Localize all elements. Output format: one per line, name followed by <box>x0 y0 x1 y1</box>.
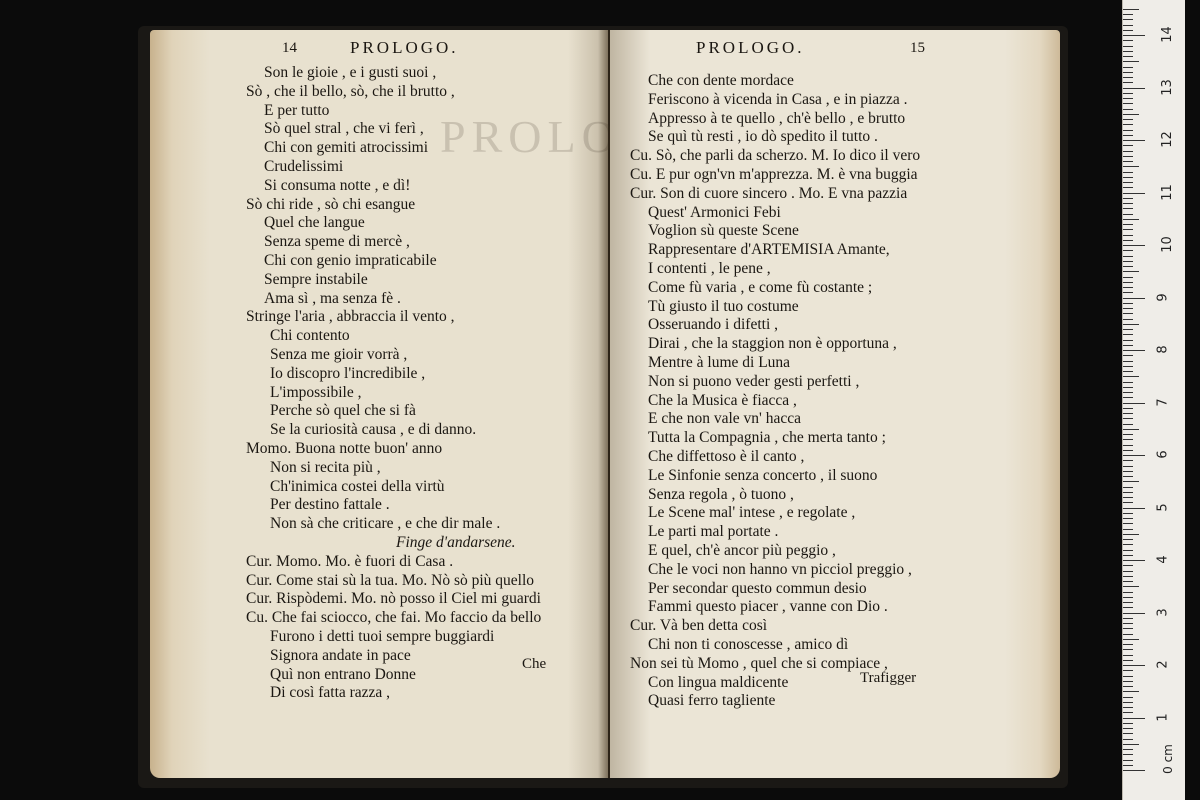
text-line: Se quì tù resti , io dò spedito il tutto . <box>648 128 878 146</box>
ruler-number: 3 <box>1155 607 1171 617</box>
ruler-tick <box>1123 712 1133 713</box>
text-line: Senza me gioir vorrà , <box>270 345 408 363</box>
ruler-tick <box>1123 613 1145 614</box>
ruler-tick <box>1123 649 1133 650</box>
text-line: Ama sì , ma senza fè . <box>264 289 401 307</box>
ruler-tick <box>1123 660 1133 661</box>
text-line: Le parti mal portate . <box>648 523 779 541</box>
text-line: Chi con genio impraticabile <box>264 251 437 269</box>
ruler-tick <box>1123 403 1145 404</box>
text-line: Senza speme di mercè , <box>264 233 410 251</box>
ruler-tick <box>1123 292 1133 293</box>
ruler-tick <box>1123 376 1139 377</box>
ruler-tick <box>1123 602 1133 603</box>
text-line: Per destino fattale . <box>270 496 390 514</box>
ruler-tick <box>1123 72 1133 73</box>
ruler-tick <box>1123 555 1133 556</box>
text-line: Chi con gemiti atrocissimi <box>264 139 429 157</box>
ruler-number: 1 <box>1155 712 1171 722</box>
ruler-tick <box>1123 618 1133 619</box>
ruler-tick <box>1123 508 1145 509</box>
ruler-tick <box>1123 124 1133 125</box>
ruler-tick <box>1123 56 1133 57</box>
ruler-tick <box>1123 450 1133 451</box>
text-line: Crudelissimi <box>264 157 344 175</box>
ruler-number: 4 <box>1155 555 1171 564</box>
text-line: Stringe l'aria , abbraccia il vento , <box>246 308 455 326</box>
ruler-tick <box>1123 224 1133 225</box>
text-line: Io discopro l'incredibile , <box>270 364 426 382</box>
right-page <box>610 30 1060 778</box>
ruler-tick <box>1123 145 1133 146</box>
measuring-ruler <box>1122 0 1185 800</box>
text-line: Quasi ferro tagliente <box>648 692 776 710</box>
ruler-tick <box>1123 30 1133 31</box>
text-line: Chi non ti conoscesse , amico dì <box>648 635 849 653</box>
text-line: Tutta la Compagnia , che merta tanto ; <box>648 429 886 447</box>
text-line: Senza regola , ò tuono , <box>648 485 794 503</box>
ruler-tick <box>1123 765 1133 766</box>
ruler-tick <box>1123 93 1133 94</box>
ruler-tick <box>1123 644 1133 645</box>
ruler-tick <box>1123 172 1133 173</box>
text-line: E per tutto <box>264 101 330 119</box>
ruler-tick <box>1123 313 1133 314</box>
ruler-tick <box>1123 214 1133 215</box>
ruler-tick <box>1123 382 1133 383</box>
text-line: Come fù varia , e come fù costante ; <box>648 278 873 296</box>
text-line: Voglion sù queste Scene <box>648 222 799 240</box>
text-line: Sò chi ride , sò chi esangue <box>246 195 416 213</box>
ruler-tick <box>1123 429 1139 430</box>
ruler-tick <box>1123 670 1133 671</box>
ruler-tick <box>1123 754 1133 755</box>
text-line: Che la Musica è fiacca , <box>648 391 797 409</box>
text-line: Per secondar questo commun desio <box>648 579 867 597</box>
ruler-number: 7 <box>1155 397 1171 407</box>
ruler-tick <box>1123 277 1133 278</box>
left-catchword: Che <box>522 656 547 672</box>
text-line: Finge d'andarsene. <box>396 533 516 551</box>
ruler-tick <box>1123 623 1133 624</box>
ruler-tick <box>1123 655 1133 656</box>
text-line: Quel che langue <box>264 214 365 232</box>
ruler-tick <box>1123 119 1133 120</box>
ruler-tick <box>1123 109 1133 110</box>
text-line: Cu. Sò, che parli da scherzo. M. Io dico il vero <box>630 147 921 165</box>
ruler-tick <box>1123 518 1133 519</box>
ruler-tick <box>1123 298 1145 299</box>
ruler-tick <box>1123 235 1133 236</box>
ruler-tick <box>1123 681 1133 682</box>
ruler-tick <box>1123 424 1133 425</box>
right-page-header: PROLOGO. <box>696 38 805 57</box>
text-line: Non si recita più , <box>270 458 381 476</box>
ruler-tick <box>1123 35 1145 36</box>
ruler-tick <box>1123 25 1133 26</box>
left-page <box>150 30 621 778</box>
ruler-tick <box>1123 266 1133 267</box>
ruler-tick <box>1123 271 1139 272</box>
text-line: Che con dente mordace <box>648 72 794 89</box>
ruler-tick <box>1123 98 1133 99</box>
ruler-number: 10 <box>1159 236 1175 253</box>
ruler-tick <box>1123 392 1133 393</box>
ruler-tick <box>1123 460 1133 461</box>
text-line: Cu. Che fai sciocco, che fai. Mo faccio da bello <box>246 609 542 627</box>
ruler-tick <box>1123 691 1139 692</box>
ruler-tick <box>1123 733 1133 734</box>
ruler-tick <box>1123 203 1133 204</box>
ruler-tick <box>1123 166 1139 167</box>
text-line: Appresso à te quello , ch'è bello , e brutto <box>648 109 906 127</box>
ruler-tick <box>1123 686 1133 687</box>
ruler-tick <box>1123 355 1133 356</box>
text-line: Che diffettoso è il canto , <box>648 447 805 465</box>
ruler-tick <box>1123 397 1133 398</box>
ruler-tick <box>1123 308 1133 309</box>
ruler-tick <box>1123 387 1133 388</box>
ruler-tick <box>1123 434 1133 435</box>
text-line: Fammi questo piacer , vanne con Dio . <box>648 598 888 616</box>
text-line: Cur. Và ben detta così <box>630 617 768 635</box>
ruler-tick <box>1123 502 1133 503</box>
ruler-tick <box>1123 14 1133 15</box>
text-line: Che le voci non hanno vn picciol preggio , <box>648 560 912 578</box>
ruler-tick <box>1123 130 1133 131</box>
text-line: Quest' Armonici Febi <box>648 203 781 221</box>
ruler-tick <box>1123 471 1133 472</box>
text-line: Feriscono à vicenda in Casa , e in piazza . <box>648 90 908 108</box>
ruler-tick <box>1123 140 1145 141</box>
ruler-tick <box>1123 250 1133 251</box>
ruler-tick <box>1123 628 1133 629</box>
ruler-tick <box>1123 329 1133 330</box>
ruler-tick <box>1123 492 1133 493</box>
ruler-tick <box>1123 697 1133 698</box>
ruler-tick <box>1123 445 1133 446</box>
ruler-tick <box>1123 534 1139 535</box>
right-catchword: Trafigger <box>860 670 917 686</box>
ruler-number: 2 <box>1155 660 1171 669</box>
text-line: Perche sò quel che si fà <box>270 402 416 420</box>
ruler-tick <box>1123 82 1133 83</box>
text-line: Osseruando i difetti , <box>648 316 779 334</box>
text-line: E quel, ch'è ancor più peggio , <box>648 541 836 559</box>
text-line: Non sà che criticare , e che dir male . <box>270 515 501 533</box>
ruler-tick <box>1123 439 1133 440</box>
ruler-tick <box>1123 544 1133 545</box>
ruler-tick <box>1123 303 1133 304</box>
ruler-tick <box>1123 77 1133 78</box>
ruler-tick <box>1123 466 1133 467</box>
ruler-tick <box>1123 103 1133 104</box>
ruler-tick <box>1123 634 1133 635</box>
ruler-tick <box>1123 114 1139 115</box>
ruler-tick <box>1123 245 1145 246</box>
ruler-tick <box>1123 193 1145 194</box>
ruler-tick <box>1123 418 1133 419</box>
ruler-tick <box>1123 182 1133 183</box>
ruler-tick <box>1123 565 1133 566</box>
ruler-tick <box>1123 571 1133 572</box>
text-line: E che non vale vn' hacca <box>648 410 801 428</box>
ruler-tick <box>1123 576 1133 577</box>
text-line: Dirai , che la staggion non è opportuna , <box>648 335 897 353</box>
ruler-tick <box>1123 639 1139 640</box>
ruler-tick <box>1123 702 1133 703</box>
ruler-tick <box>1123 539 1133 540</box>
ruler-tick <box>1123 19 1133 20</box>
ruler-tick <box>1123 135 1133 136</box>
ruler-tick <box>1123 240 1133 241</box>
ruler-tick <box>1123 476 1133 477</box>
text-line: Momo. Buona notte buon' anno <box>246 439 443 457</box>
ruler-tick <box>1123 770 1145 771</box>
text-line: Cur. Momo. Mo. è fuori di Casa . <box>246 552 454 570</box>
ruler-tick <box>1123 187 1133 188</box>
ruler-tick <box>1123 61 1139 62</box>
ruler-tick <box>1123 408 1133 409</box>
text-line: Le Scene mal' intese , e regolate , <box>648 504 856 522</box>
ruler-tick <box>1123 366 1133 367</box>
text-line: Mentre à lume di Luna <box>648 353 791 371</box>
ruler-tick <box>1123 560 1145 561</box>
ruler-tick <box>1123 607 1133 608</box>
text-line: Sò , che il bello, sò, che il brutto , <box>246 82 455 100</box>
ruler-tick <box>1123 324 1139 325</box>
ruler-number: 5 <box>1155 502 1171 512</box>
text-line: Non si puono veder gesti perfetti , <box>648 372 860 390</box>
ruler-tick <box>1123 676 1133 677</box>
ruler-number: 9 <box>1155 292 1171 302</box>
ruler-tick <box>1123 523 1133 524</box>
text-line: Cur. Rispòdemi. Mo. nò posso il Ciel mi guardi <box>246 590 541 608</box>
ruler-tick <box>1123 760 1133 761</box>
ruler-tick <box>1123 723 1133 724</box>
ruler-tick <box>1123 665 1145 666</box>
ruler-tick <box>1123 319 1133 320</box>
ruler-tick <box>1123 413 1133 414</box>
ruler-tick <box>1123 707 1133 708</box>
ruler-tick <box>1123 334 1133 335</box>
text-line: Di così fatta razza , <box>270 684 391 702</box>
ruler-tick <box>1123 371 1133 372</box>
ruler-tick <box>1123 597 1133 598</box>
ruler-tick <box>1123 340 1133 341</box>
text-line: Son le gioie , e i gusti suoi , <box>264 64 437 81</box>
ruler-tick <box>1123 51 1133 52</box>
ruler-tick <box>1123 361 1133 362</box>
ruler-tick <box>1123 219 1139 220</box>
ruler-tick <box>1123 88 1145 89</box>
ruler-tick <box>1123 481 1139 482</box>
ruler-tick <box>1123 256 1133 257</box>
text-line: Sò quel stral , che vi ferì , <box>264 120 424 138</box>
ruler-tick <box>1123 497 1133 498</box>
ruler-number: 14 <box>1159 26 1175 43</box>
ruler-tick <box>1123 455 1145 456</box>
text-line: Non sei tù Momo , quel che si compiace , <box>630 654 888 672</box>
right-page-number: 15 <box>910 40 925 56</box>
ruler-tick <box>1123 46 1133 47</box>
ruler-tick <box>1123 487 1133 488</box>
ruler-tick <box>1123 529 1133 530</box>
ruler-tick <box>1123 744 1139 745</box>
ruler-number: 8 <box>1155 345 1171 354</box>
ruler-tick <box>1123 161 1133 162</box>
ruler-tick <box>1123 350 1145 351</box>
ruler-tick <box>1123 345 1133 346</box>
ruler-tick <box>1123 67 1133 68</box>
text-line: Cur. Come stai sù la tua. Mo. Nò sò più quello <box>246 571 535 589</box>
left-page-number: 14 <box>282 40 297 56</box>
ruler-number: 13 <box>1159 78 1175 96</box>
ruler-tick <box>1123 198 1133 199</box>
ruler-tick <box>1123 177 1133 178</box>
text-line: Chi contento <box>270 327 350 345</box>
show-through-text: PROLO <box>440 111 621 162</box>
ruler-tick <box>1123 282 1133 283</box>
ruler-number: 6 <box>1155 450 1171 459</box>
ruler-tick <box>1123 581 1133 582</box>
ruler-tick <box>1123 592 1133 593</box>
text-line: Cu. E pur ogn'vn m'apprezza. M. è vna buggia <box>630 165 918 183</box>
left-page-text <box>246 64 541 703</box>
ruler-tick <box>1123 9 1139 10</box>
text-line: L'impossibile , <box>270 383 362 401</box>
text-line: Si consuma notte , e dì! <box>264 176 411 194</box>
left-page-header: PROLOGO. <box>350 38 459 57</box>
ruler-tick <box>1123 550 1133 551</box>
ruler-tick <box>1123 586 1139 587</box>
ruler-tick <box>1123 261 1133 262</box>
ruler-tick <box>1123 728 1133 729</box>
text-line: Tù giusto il tuo costume <box>648 297 799 315</box>
ruler-number: 12 <box>1159 131 1175 148</box>
text-line: Se la curiosità causa , e di danno. <box>270 421 477 439</box>
ruler-tick <box>1123 151 1133 152</box>
ruler-tick <box>1123 229 1133 230</box>
ruler-tick <box>1123 749 1133 750</box>
ruler-tick <box>1123 287 1133 288</box>
ruler-tick <box>1123 739 1133 740</box>
ruler-unit: 0 cm <box>1160 744 1175 774</box>
text-line: Quì non entrano Donne <box>270 665 416 683</box>
text-line: Furono i detti tuoi sempre buggiardi <box>270 627 495 645</box>
ruler-tick <box>1123 513 1133 514</box>
text-line: Le Sinfonie senza concerto , il suono <box>648 466 878 484</box>
ruler-tick <box>1123 208 1133 209</box>
ruler-tick <box>1123 718 1145 719</box>
text-line: Cur. Son di cuore sincero . Mo. E vna pazzia <box>630 184 908 202</box>
text-line: I contenti , le pene , <box>648 259 771 277</box>
text-line: Con lingua maldicente <box>648 673 789 691</box>
text-line: Ch'inimica costei della virtù <box>270 477 445 495</box>
text-line: Signora andate in pace <box>270 646 411 664</box>
text-line: Sempre instabile <box>264 270 368 288</box>
ruler-tick <box>1123 40 1133 41</box>
right-page-text <box>630 72 920 711</box>
ruler-tick <box>1123 156 1133 157</box>
text-line: Rappresentare d'ARTEMISIA Amante, <box>648 241 890 259</box>
ruler-number: 11 <box>1159 183 1175 201</box>
